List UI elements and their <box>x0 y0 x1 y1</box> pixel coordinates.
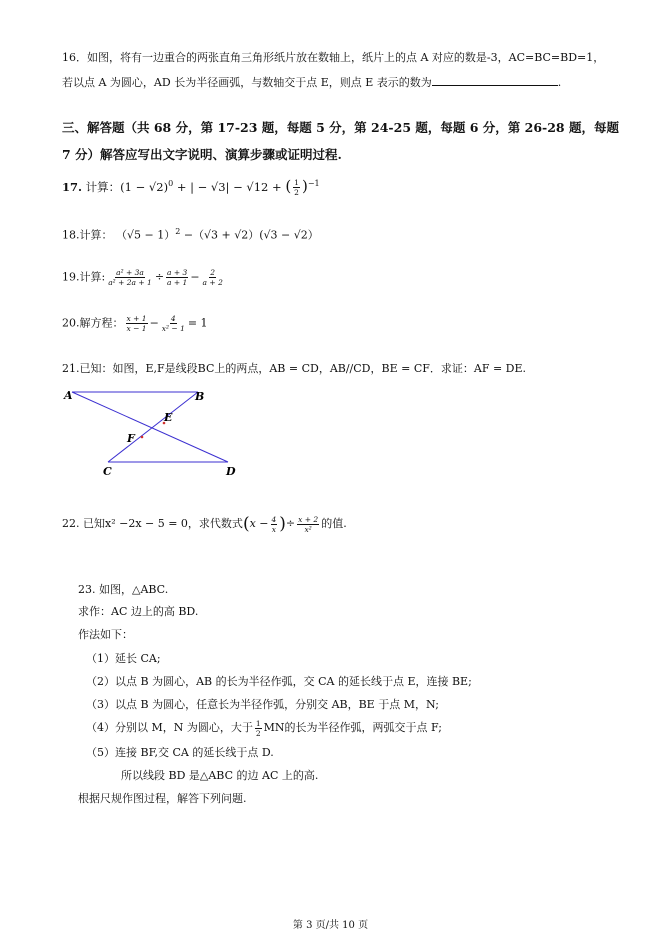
q19-frac1-den: a² + 2a + 1 <box>108 278 152 287</box>
q20-frac2-den: x² − 1 <box>161 324 185 333</box>
q22-frac2-num: x + 2 <box>298 514 319 524</box>
label-a: A <box>64 389 73 402</box>
q22-op: ÷ <box>285 517 296 530</box>
q19-fraction-2 <box>166 268 188 287</box>
q23-step3: （3）以点 B 为圆心，任意长为半径作弧，分别交 AB，BE 于点 M，N; <box>86 698 439 711</box>
section3-heading-line1: 三、解答题（共 68 分，第 17-23 题，每题 5 分，第 24-25 题，每题 6 分，第 26-28 题，每题 <box>62 120 619 135</box>
q17-fraction <box>293 178 300 197</box>
q23-step4-frac-den: 2 <box>255 728 261 738</box>
q20-fraction-1 <box>126 314 148 333</box>
q22-frac1-num: 4 <box>271 514 277 524</box>
q17-paren-open: ( <box>285 176 292 195</box>
q19-fraction-3 <box>202 268 224 287</box>
label-e: E <box>164 411 173 424</box>
q18-label: 18.计算： <box>62 228 113 242</box>
q16-line1: 16．如图，将有一边重合的两张直角三角形纸片放在数轴上，纸片上的点 A 对应的数是-3，AC=BC=BD=1， <box>62 51 605 64</box>
q19-op1: ÷ <box>154 270 165 284</box>
point-f <box>141 436 144 439</box>
q17-frac-num: 1 <box>294 178 299 188</box>
q17-frac-den: 2 <box>294 188 299 198</box>
q22-paren-open: ( <box>242 514 250 534</box>
q19-frac2-num: a + 3 <box>167 268 188 277</box>
q22 <box>62 514 347 534</box>
q17-sup0: 0 <box>168 179 174 188</box>
q21-figure <box>60 386 250 478</box>
q22-x: x − <box>249 517 269 530</box>
q22-text-b: 的值. <box>321 517 347 530</box>
q23-step4-text-b: MN的长为半径作弧，两弧交于点 F; <box>263 721 443 734</box>
q19-op2: − <box>190 270 200 284</box>
q20-op: − <box>149 316 159 330</box>
q17-label: 17. <box>62 179 83 194</box>
q23-step5: （5）连接 BF,交 CA 的延长线于点 D. <box>86 746 274 759</box>
q20-label: 20.解方程： <box>62 316 124 330</box>
q17-paren-close: ) <box>301 176 308 195</box>
page-number: 第 3 页/共 10 页 <box>292 920 369 931</box>
q20 <box>62 314 208 333</box>
q23-line3: 作法如下： <box>78 628 133 641</box>
q19-label: 19.计算: <box>62 270 106 284</box>
label-f: F <box>127 432 135 445</box>
q23-conclusion: 所以线段 BD 是△ABC 的边 AC 上的高. <box>121 769 319 782</box>
q19-frac1-num: a² + 3a <box>116 268 144 277</box>
q23-step4-frac-num: 1 <box>255 718 261 728</box>
q19-frac3-num: 2 <box>210 268 216 277</box>
q22-paren-close: ) <box>279 514 286 534</box>
q16-line2 <box>62 75 561 91</box>
q17-expr-b: + | − √3| − √12 + <box>176 179 282 194</box>
q23-line1: 23. 如图，△ABC. <box>78 583 169 596</box>
q23-line2: 求作：AC 边上的高 BD. <box>78 605 199 618</box>
q20-rhs: = 1 <box>187 316 208 330</box>
q19-frac2-den: a + 1 <box>167 278 188 287</box>
q20-fraction-2 <box>161 314 186 333</box>
q18-expr-a: （√5 − 1） <box>116 228 176 242</box>
q21-text: 21.已知：如图，E,F是线段BC上的两点，AB = CD，AB//CD，BE = CF．求证：AF = DE. <box>62 362 527 375</box>
segment-bc <box>108 392 198 462</box>
q19 <box>62 268 226 287</box>
q16-line2-end: . <box>557 76 562 89</box>
q20-frac1-den: x − 1 <box>126 324 147 333</box>
q16-line2-text: 若以点 A 为圆心，AD 长为半径画弧，与数轴交于点 E，则点 E 表示的数为 <box>62 76 432 89</box>
q19-frac3-den: a + 2 <box>202 278 223 287</box>
q23-step4 <box>86 718 442 738</box>
segment-ad <box>72 392 228 462</box>
q22-fraction-1 <box>271 515 278 534</box>
q22-fraction-2 <box>297 515 319 534</box>
label-b: B <box>195 390 205 403</box>
q20-frac2-num: 4 <box>170 314 176 323</box>
q22-frac1-den: x <box>271 524 276 534</box>
q23-step4-text-a: （4）分别以 M，N 为圆心，大于 <box>86 721 253 734</box>
q23-step4-fraction <box>255 719 262 738</box>
q22-text-a: 22. 已知x² −2x − 5 = 0，求代数式 <box>62 517 243 530</box>
q23-step2: （2）以点 B 为圆心，AB 的长为半径作弧，交 CA 的延长线于点 E，连接 BE; <box>86 675 472 688</box>
q20-frac1-num: x + 1 <box>126 314 147 323</box>
q17 <box>62 176 320 197</box>
q19-fraction-1 <box>107 268 153 287</box>
q18-sup: 2 <box>175 227 181 236</box>
q22-frac2-den: x² <box>304 524 312 534</box>
section3-heading-line2: 7 分）解答应写出文字说明、演算步骤或证明过程. <box>62 147 342 162</box>
q18 <box>62 224 319 244</box>
answer-blank <box>432 75 558 86</box>
q17-sup1: −1 <box>307 179 320 188</box>
q17-expr-a: 计算：(1 − √2) <box>85 179 169 194</box>
q23-instruction: 根据尺规作图过程，解答下列问题. <box>78 792 247 805</box>
q18-expr-b: −（√3 + √2）(√3 − √2） <box>183 228 319 242</box>
label-c: C <box>103 465 112 478</box>
q23-step1: （1）延长 CA; <box>86 652 161 665</box>
label-d: D <box>226 465 236 478</box>
